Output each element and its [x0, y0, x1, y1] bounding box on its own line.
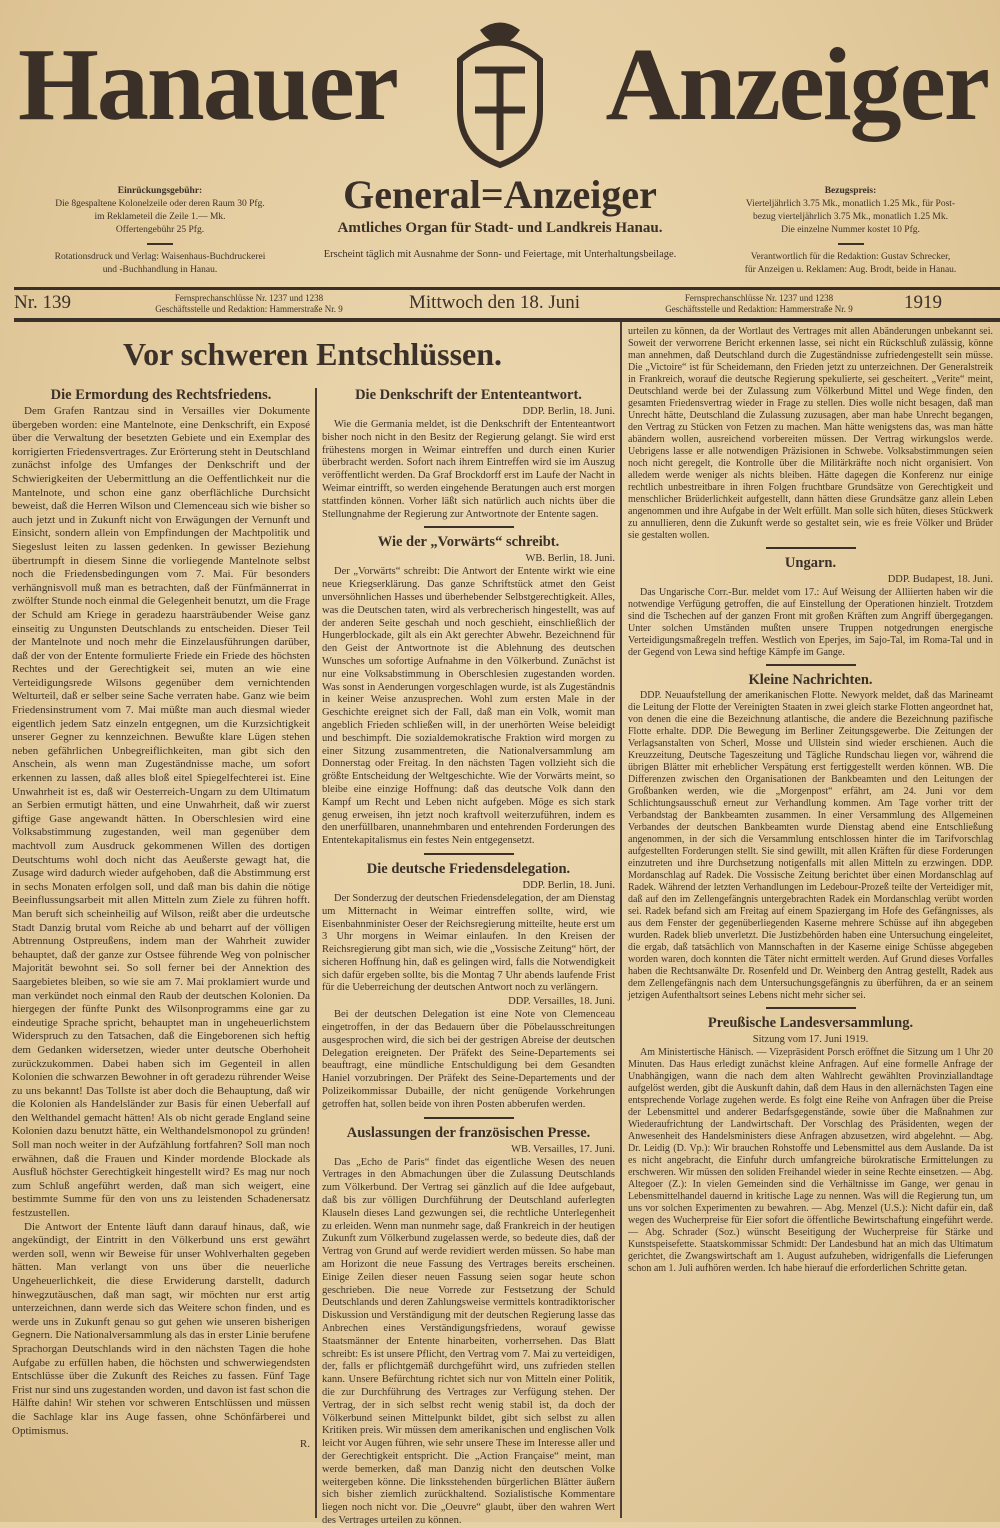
price-line: Die einzelne Nummer kostet 10 Pfg.	[781, 225, 920, 235]
dateline: DDP. Versailles, 18. Juni.	[508, 996, 615, 1008]
paragraph: urteilen zu können, da der Wortlaut des Vertrages mit allen Abänderungen unbekannt sei. Soweit der verworrene Bericht erkennen lasse, sei nicht ein Rückschluß zulässig, könne man annehmen, daß Deutschland durch die Zugeständnisse zufriedengestellt sein müsse. Die „Victoire“ ist für Scheidemann, den Frieden jetzt zu unterzeichnen. Der Generalstreik in Frankreich, worauf die deutsche Regierung spekulierte, sei gescheitert. „Verite“ meint, Deutschland werde bei der Zulassung zum Völkerbund Mittel und Wege finden, den gesamten Friedensvertrag wieder in Frage zu stellen. Dies wolle nicht besagen, daß man Unrecht hätte, Deutschland die Zulassung zuzusagen, aber man habe Unrecht begangen, den Vertrag zu Stücken von Fetzen zu machen. Man hätte wenigstens das, was man hätte abändern wollen, ausreichend vorbereiten müssen. Der Vertrag wirkungslos werde. Uebrigens lasse er alle notwendigen Präzisionen in Schwebe. Volksabstimmungen seien noch nicht geregelt, die Kontrolle über die Militärkräfte noch nicht organisiert. Von alledem werde weniger als nichts bleiben. Hätte dagegen die Konferenz nur einige rechtlich unbestreitbare in ihren Folgen fruchtbare Grundsätze von Gerechtigkeit und menschlicher Brüderlichkeit aufgestellt, dann hätten diese Grundsätze ganz allein Leben angenommen und ihre Aufgabe in der Welt erfüllt. Man solle sich hüten, dieses Stückwerk zu annullieren, denn die Zukunft werde so gestaltet sein, wie es freie Völker und Brüder sie gestalten wollen.	[628, 326, 993, 541]
rates-line: Die 8gespaltene Kolonelzeile oder deren Raum 30 Pfg.	[55, 199, 265, 209]
article	[322, 526, 615, 848]
subtitle: General=Anzeiger	[343, 172, 657, 217]
article-body	[628, 587, 993, 659]
printer-line: Rotationsdruck und Verlag: Waisenhaus-Buchdruckerei	[54, 252, 266, 262]
divider	[424, 1117, 514, 1119]
issue-number: Nr. 139	[14, 292, 71, 313]
article-body	[628, 690, 993, 1002]
phone-left: Fernsprechanschlüsse Nr. 1237 und 1238	[174, 293, 324, 303]
organ-line: Amtliches Organ für Stadt- und Landkreis Hanau.	[337, 220, 663, 236]
rates-title: Einrückungsgebühr:	[117, 186, 203, 196]
dateline: DDP. Budapest, 18. Juni.	[887, 574, 993, 585]
issue-date: Mittwoch den 18. Juni	[409, 292, 580, 313]
printer-line: und -Buchhandlung in Hanau.	[102, 265, 218, 275]
coat-of-arms-icon	[440, 20, 560, 170]
rates-line: Offertengebühr 25 Pfg.	[115, 225, 205, 235]
rates-line: im Reklameteil die Zeile 1.— Mk.	[94, 212, 226, 222]
article-heading: Wie der „Vorwärts“ schreibt.	[377, 534, 560, 551]
issue-year: 1919	[904, 292, 942, 313]
dateline: WB. Berlin, 18. Juni.	[525, 553, 615, 565]
subscription-prices	[708, 185, 993, 277]
article-heading: Ungarn.	[784, 555, 837, 571]
article	[628, 326, 993, 542]
article-rechtsfrieden	[12, 384, 310, 1452]
office-left: Geschäftsstelle und Redaktion: Hammerstraße Nr. 9	[155, 304, 343, 314]
divider	[147, 243, 173, 245]
paragraph: Das „Echo de Paris“ findet das eigentliche Wesen des neuen Vertrages in den Abmachungen über die Zulassung Deutschlands zum Völkerbund. Der Vertrag sei gänzlich auf die Idee aufgebaut, daß bis zur völligen Durchführung der Deutschland auferlegten Klauseln dieses Land gezwungen sei, die rechtliche Unterlegenheit zu erleiden. Wenn man nunmehr sage, daß Frankreich in der heutigen Zukunft zum Völkerbund zugelassen werde, so bedeute dies, daß der Vertrag von Grund auf werde revidiert werden müssen. So habe man am Horizont die neue Fassung des Vertrages bereits erscheinen. Einige Zeilen dieser neuen Fassung seien sogar heute schon geschrieben. Die neue Vorrede zur Festsetzung der Schuld Deutschlands und deren Zahlungsweise vermittels kontradiktorischer Diskussion und Verständigung mit der deutschen Regierung lasse das Anbrechen eines Verständigungsfriedens, worauf gewisse Staatsmänner der Entente hinarbeiten, vorherrsehen. Das Blatt schreibt: Es ist unsere Pflicht, den Vertrag vom 7. Mai zu verteidigen, der, falls er pflichtgemäß durchgeführt wird, uns zufrieden stellen kann. Unsere Befürchtung richtet sich nur von Mitteln einer Politik, die zur Durchführung des Vertrages zur Verfügung stehen. Der Vertrag, der in sich selbst recht wenig stabil ist, da doch der Völkerbund seinen Mittelpunkt bildet, gibt sich selbst zu allen Kritiken preis. Wir müssen dem amerikanischen und englischen Volk leicht vor Augen führen, wie sehr unsere These im Interesse aller und der Gerechtigkeit entspricht. Die „Action Française“ meint, man werde bemerken, daß man Danzig nicht den deutschen Volke weitergeben könne. Die linksstehenden bürgerlichen Blätter äußern sich bisher ziemlich zurückhaltend. Sozialistische Kommentare liegen noch nicht vor. Die „Oeuvre“ glaubt, über den wahren Wert des Vertrages urteilen zu können.	[322, 1156, 615, 1526]
issue-info-line	[14, 290, 998, 318]
article-heading: Preußische Landesversammlung.	[707, 1015, 914, 1031]
column-rule	[315, 388, 317, 1518]
article	[628, 664, 993, 1002]
signature: R.	[299, 1438, 310, 1451]
divider	[424, 853, 514, 855]
paragraph: Die Antwort der Entente läuft dann darauf hinaus, daß, wie angekündigt, der Eintritt in den Völkerbund uns erst gewährt werden soll, wenn wir Beweise für unser Wohlverhalten gegeben hätten. Man verlangt von uns über die neuerliche Ungeheuerlichkeit, die diese Erwiderung darstellt, dadurch hinwegzutäuschen, daß man sagt, wir möchten nur erst artig unterzeichnen, dann werde sich das Weitere schon finden, und es werde uns in Zukunft genau so gut gehen wie unseren bisherigen Gegnern. Die Nationalversammlung als das in erster Linie berufene Sprachorgan Deutschlands wird in den nächsten Tagen die hohe Aufgabe zu erfüllen haben, die höchsten und schwerwiegendsten Entschlüsse über die Zukunft des Reiches zu fassen. Fünf Tage Frist nur sind uns zugestanden worden, und davon ist fast schon die Hälfte dahin! Wir stehen vor schweren Entschlüssen und müssen die Sachlage klar ins Auge fassen, ohne Schönfärberei und Optimismus.	[12, 1220, 310, 1437]
prices-title: Bezugspreis:	[824, 186, 877, 196]
paragraph: Das Ungarische Corr.-Bur. meldet vom 17.: Auf Weisung der Alliierten haben wir die notwendige Verfügung getroffen, die auf Einstellung der Operationen hinzielt. Trotzdem sind die Tschechen auf der ganzen Front mit großen Kräften zum Angriff übergegangen. Unter solchen Umständen mußten unsere Truppen notgedrungen energische Verteidigungsmaßregeln treffen. Westlich von Eperjes, im Sajo-Tal, im Roma-Tal und in der Gegend von Lewa sind heftige Kämpfe im Gange.	[628, 587, 993, 658]
divider	[424, 526, 514, 528]
dateline: WB. Versailles, 17. Juni.	[511, 1143, 615, 1155]
article-heading: Auslassungen der französischen Presse.	[346, 1124, 591, 1141]
rule	[14, 318, 1000, 322]
column-2	[322, 384, 615, 1528]
advertising-rates	[30, 185, 290, 277]
article	[628, 547, 993, 659]
dateline: DDP. Berlin, 18. Juni.	[522, 879, 615, 891]
paragraph: Der Sonderzug der deutschen Friedensdelegation, der am Dienstag um Mitternacht in Weimar eintreffen sollte, wird, wie Eisenbahnminister Oeser der Reichsregierung mitteilte, heute erst um 3 Uhr morgens in Weimar einlaufen. In den Kreisen der Reichsregierung gibt man sich, wie die „Vossische Zeitung“ hört, der sicheren Hoffnung hin, daß es gelingen wird, falls die Notwendigkeit sich dafür ergeben sollte, bis die Montag 7 Uhr abends laufende Frist für die Ueberreichung der deutschen Antwort noch zu verlängern.	[322, 892, 615, 994]
article-body	[322, 1157, 615, 1528]
paragraph: Bei der deutschen Delegation ist eine Note von Clemenceau eingetroffen, in der das Bedauern über die Pöbelausschreitungen ausgesprochen wird, die sich bei der gestrigen Abreise der deutschen Delegation ereigneten. Der Präfekt des Seine-Departements sei beauftragt, eine mündliche Entschuldigung bei dem Gesandten Haniel vorzubringen. Der Präfekt des Seine-Departements und der Polizeikommissar Dubaille, der nicht genügende Vorkehrungen getroffen hat, sollen beide von ihren Posten abberufen werden.	[322, 1009, 615, 1110]
article-heading: Die deutsche Friedensdelegation.	[366, 860, 571, 877]
paragraph: DDP. Neuaufstellung der amerikanischen Flotte. Newyork meldet, daß das Marineamt die Leitung der Flotte der Vereinigten Staaten in zwei gleich starke Flotten angeordnet hat, von denen die eine die Bezeichnung atlantische, die andere die Bezeichnung pazifische Flotte erhalte. DDP. Die Bewegung im Berliner Zeitungsgewerbe. Die Zeitungen der Verlagsanstalten von Scherl, Mosse und Ullstein sind wieder erschienen. Auch die Kreuzzeitung, Deutsche Tageszeitung und Tägliche Rundschau liegen vor, während die übrigen Blätter mit erheblicher Verspätung erst fertiggestellt werden können. WB. Die Differenzen zwischen den Organisationen der Bankbeamten und den Leitungen der Großbanken werden, wie die „Morgenpost“ erfährt, am 24. Juni vor dem Schlichtungsausschuß erneut zur Verhandlung kommen. Am Tage vorher tritt der Verbandstag der Bankbeamten zusammen. In einer Versammlung des Allgemeinen Verbandes der deutschen Bankbeamten wurde Dienstag abend eine Entschließung angenommen, in der sich die Versammlung entschlossen hinter die im Tarifvorschlag aufgestellten Forderungen stellt. Sie sind gewillt, mit allen Kräften für diese Forderungen einzutreten und ihre Durchsetzung notigenfalls mit allen Mitteln zu erzwingen. DDP. Mordanschlag auf Radek. Die Vossische Zeitung berichtet über einen Mordanschlag auf Radek. Während der letzten Verhandlungen im Ledebour-Prozeß teilte der Verteidiger mit, daß auf den im Zellengefängnis untergebrachten Radek ein Mordanschlag verübt worden sei. Radek befand sich am Freitag auf einem Spaziergang im Hofe des Gefängnisses, als aus dem Fenster der gegenüberliegenden Kaserne mehrere Schüsse auf ihn abgegeben wurden. Radek blieb unverletzt. Die Justizbehörden haben eine Untersuchung eingeleitet, die ergab, daß tatsächlich von Mannschaften in der Kaserne einige Schüsse abgegeben worden waren, doch konnten die Täter nicht ermittelt werden. Auf Grund dieses Vorfalles haben die Rechtsanwälte Dr. Rosenfeld und Dr. Weinberg den Antrag gestellt, Radek aus dem Zellengefängnis nach dem Untersuchungsgefängnis zu überführen, da er an seinem jetzigen Aufenthaltsort seines Lebens nicht mehr sicher sei.	[628, 690, 993, 1001]
article	[322, 1117, 615, 1528]
divider	[766, 547, 856, 549]
article	[628, 1007, 993, 1275]
article-body	[322, 419, 615, 521]
masthead-title-left: Hanauer	[18, 27, 397, 142]
paragraph: Dem Grafen Rantzau sind in Versailles vier Dokumente übergeben worden: eine Mantelnote, eine Denkschrift, ein Exposé über die Verwaltung der besetzten Gebiete und ein Exemplar des korrigierten Friedensvertrages. Zur Erörterung steht in Deutschland zunächst infolge des Umfanges der Denkschrift und der Schwierigkeiten der Uebermittlung an die Oeffentlichkeit nur die Mantelnote, und schon eine ganz oberflächliche Durchsicht beweist, daß die Herren Wilson und Clemenceau sich wie bisher so auch jetzt und in Zukunft nicht von Erwägungen der Vernunft und Einsicht, sondern allein von Empfindungen der Machtpolitik und Siegeslust leiten zu lassen gedenken. In gewisser Beziehung übertrumpft in diesem Sinne die vorliegende Mantelnote selbst noch die Friedensbedingungen vom 7. Mai. Für besonders verhängnisvoll muß man es betrachten, daß der Fünfmännerrat in zwölfter Stunde noch einmal die Gelegenheit benutzt, um die Frage der Schuld am Kriege in geradezu haarsträubender Weise ganz einseitig zu Ungunsten Deutschlands zu entscheiden. Dieser Teil der Mantelnote und noch mehr die Einzelausführungen darüber, daß der von der Entente formulierte Friede ein Friede des höchsten Rechtes und der Gerechtigkeit sei, muten an wie eine Verteidigungsrede Wilsons gegenüber dem vernichtenden Welturteil, daß er selber seine Sache verraten habe. Ganz wie beim Friedensinstrument vom 7. Mai müßte man auch diesmal wieder eigentlich jedem Satz einzeln entgegnen, um die Kurzsichtigkeit unserer Gegner zu kennzeichnen. Bewußte klare Lügen stehen neben gefährlichen Unbegreiflichkeiten, man gibt sich den Anschein, als wenn man Zugeständnisse mache, um sofort erkennen zu lassen, daß alles bloß eitel Spiegelfechterei ist. Eine Unwahrheit ist es, daß wir Oesterreich-Ungarn zu dem Ultimatum an Serbien ermutigt hätten, und eine Unwahrheit, daß wir zuerst giftige Gase angewandt hätten. In Oberschlesien wird eine Volksabstimmung zugestanden, weil man gegenüber dem machtvoll zum Ausdruck gekommenen Willen des dortigen Deutschtums wohl doch nicht das Aeußerste gewagt hat, die Zusage wird dadurch wieder aufgehoben, daß die Abstimmung erst in sechs Monaten erfolgen soll, und daß man bis dahin die nötige Beeinflussungsarbeit mit allen Mitteln zum Ziele zu führen hofft. Man beruft sich scheinheilig auf Wilson, reißt aber die urdeutsche Stadt Danzig brutal vom Reiche ab und beharrt auf der völligen Abtrennung Ostpreußens, indem man der Wahrheit zuwider behauptet, daß der ganze zur Ostsee führende Weg von polnischer Majorität bewohnt sei. So soll ferner bei der Annektion des Saargebietes bleiben, so wie sie am 7. Mai proklamiert wurde und man verkündet noch einmal den Raub der deutschen Kolonien. Da hiergegen der fünfte Punkt des Wilsonprogramms eine gar zu eindeutige Sprache spricht, behauptet man in ungeheuerlichstem Widerspruch zu den Tatsachen, daß die Eingeborenen sich heftig dem Gedanken widersetzen, wieder unter deutsche Oberhoheit zurückzukommen. Dabei haben sich im Gegenteil in allen Kolonien die schwarzen Bewohner in oft geradezu rührender Weise zu uns bekannt! Das Tollste ist aber doch die Behauptung, daß wir die Kolonien als Handelsländer zur Basis für einen Ueberfall auf den Welthandel gemacht hätten! Als ob nicht gerade England seine Kolonien dazu benutzt hätte, ein Welthandelsmonopol zu gründen! Soll man noch weiter in der Aufzählung fortfahren? Soll man noch erwähnen, daß die Frauen und Kinder mordende Blockade als Ausfluß höchster Gerechtigkeit hingestellt wird? Es mag nur noch zum Schluß angeführt werden, daß man sich weigert, eine bestimmte Summe für den von uns zu leistenden Schadenersatz festzustellen.	[12, 405, 310, 1220]
article-body	[322, 566, 615, 848]
article-body	[628, 326, 993, 542]
editor-line: für Anzeigen u. Reklamen: Aug. Brodt, beide in Hanau.	[744, 265, 957, 275]
subtitle-block	[300, 172, 700, 261]
article-body	[322, 1009, 615, 1111]
paragraph: Am Ministertische Hänisch. — Vizepräsident Porsch eröffnet die Sitzung um 1 Uhr 20 Minuten. Das Haus erledigt zunächst kleine Anfragen. Auf eine formelle Anfrage der Unabhängigen, wann die nach dem alten Wahlrecht gewählten Provinziallandtage aufgelöst werden, gibt die Auskunft dahin, daß dem Haus in den allernächsten Tagen eine entsprechende Vorlage zugehen werde. Es folgt eine Reihe von Anfragen über die Preise der Lebensmittel und anderer Bedarfsgegenstände, sowie über die Maßnahmen zur Wiederaufrichtung der Landwirtschaft. Der Vorschlag des Präsidenten, wegen der Anwesenheit des Handelsministers diese Anfragen abzusetzen, wird abgelehnt. — Abg. Dr. Leidig (D. Vp.): Wir brauchen Rohstoffe und Lebensmittel aus dem Auslande. Da ist es nicht angebracht, die Einfuhr durch umfangreiche bürokratische Ermittelungen zu erschweren. Wir müssen den soliden Freihandel wieder in seine Rechte einsetzen. — Abg. Altegoer (Z.): In vielen Gemeinden sind die Verhältnisse im Gange, wer genau in Lebensmittelhandel dauernd in kritische Lage zu nennen. Was will die Regierung tun, um uns vor solchen Experimenten zu bewahren. — Abg. Menzel (U.S.): Nicht dafür ein, daß wegen des Wucherpreise für Eier sofort die öffentliche Bewirtschaftung eingeführt werde. — Abg. Schrader (Soz.) wünscht Beseitigung der Wucherpreise für Stärke und Kunstspeisefette. Staatskommissar Schmidt: Der Landesbund hat an mich das Ultimatum gerichtet, die Zwangswirtschaft am 1. August aufzuheben, widrigenfalls die Lieferungen schon am 1. Juli aufhören werden. Ich habe hierauf die erforderlichen Schritte getan.	[628, 1047, 993, 1274]
article	[322, 853, 615, 995]
paragraph: Wie die Germania meldet, ist die Denkschrift der Ententeantwort bisher noch nicht in den Besitz der Regierung gelangt. Sie wird erst frühestens morgen in Weimar eintreffen und durch einen Kurier überbracht werden. Sofort nach ihrem Eintreffen wird sie im Auszug veröffentlicht werden. Da Graf Brockdorff erst im Laufe der Nacht in Weimar eintrifft, so werden eingehende Beratungen auch erst morgen stattfinden können. Vorher läßt sich natürlich auch nichts über die Stellungnahme der Regierung zur Antwortnote der Entente sagen.	[322, 419, 615, 520]
article-heading: Die Ermordung des Rechtsfriedens.	[50, 387, 272, 403]
article-heading: Die Denkschrift der Ententeantwort.	[355, 387, 582, 403]
masthead-title-right: Anzeiger	[605, 27, 988, 142]
phone-right: Fernsprechanschlüsse Nr. 1237 und 1238	[684, 293, 834, 303]
paragraph: Der „Vorwärts“ schreibt: Die Antwort der Entente wirkt wie eine neue Kriegserklärung. Das ganze Schriftstück atmet den Geist unversöhnlichen Hasses und überhebender Selbstgerechtigkeit. Alles, was die Deutschen taten, wird als verbrecherisch hingestellt, was auf der anderen Seite geschah und noch geschieht, einschließlich der Hungerblockade, gilt als ein Akt gerechter Abwehr. Bezeichnend für den Geist der Antwortnote ist die Ablehnung des deutschen Wunsches um sofortige Aufnahme in den Völkerbund. Zunächst ist nur eine Volksabstimmung in Oberschlesien zugestanden worden. Was sonst in Aenderungen vorgeschlagen wurde, ist als Zugeständnis in keiner Weise anzusprechen. Wohl zum ersten Male in der Geschichte ereignet sich der Fall, daß man ein Volk, womit man angeblich Frieden schließen will, in der unerhörten Weise beleidigt und beschimpft. Die sozialdemokratische Fraktion wird morgen zu einer Sitzung zusammentreten, die Nationalversammlung am Donnerstag oder Freitag. In den nächsten Tagen vollzieht sich die größte Entscheidung der Weltgeschichte. Wie der Vorwärts meint, so bleibe eine einzige Hoffnung: daß das deutsche Volk dann den Kampf um Recht und Leben nicht aufgeben. Möge es sich stark genug erweisen, ihn jetzt noch kraftvoll weiterzuführen, indem es den unerfüllbaren, unannehmbaren und entehrenden Forderungen des Ententekapitalismus ein festes Nein entgegensetzt.	[322, 566, 615, 847]
article	[322, 386, 615, 521]
article-body	[12, 405, 310, 1452]
column-rule	[620, 322, 622, 1518]
price-line: Vierteljährlich 3.75 Mk., monatlich 1.25 Mk., für Post-	[745, 199, 956, 209]
dateline: DDP. Berlin, 18. Juni.	[522, 406, 615, 417]
divider	[766, 664, 856, 666]
divider	[766, 1007, 856, 1009]
office-right: Geschäftsstelle und Redaktion: Hammerstraße Nr. 9	[665, 304, 853, 314]
price-line: bezug vierteljährlich 3.75 Mk., monatlich 1.25 Mk.	[753, 212, 948, 222]
masthead	[0, 10, 1000, 170]
dateline: Sitzung vom 17. Juni 1919.	[752, 1034, 869, 1045]
article-body	[628, 1047, 993, 1275]
article-body	[322, 893, 615, 995]
editor-line: Verantwortlich für die Redaktion: Gustav Schrecker,	[750, 252, 951, 262]
main-headline: Vor schweren Entschlüssen.	[122, 336, 503, 372]
column-3	[628, 326, 993, 1275]
divider	[838, 243, 864, 245]
article-heading: Kleine Nachrichten.	[748, 672, 873, 688]
article	[322, 995, 615, 1111]
publication-note: Erscheint täglich mit Ausnahme der Sonn- und Feiertage, mit Unterhaltungsbeilage.	[323, 249, 677, 260]
